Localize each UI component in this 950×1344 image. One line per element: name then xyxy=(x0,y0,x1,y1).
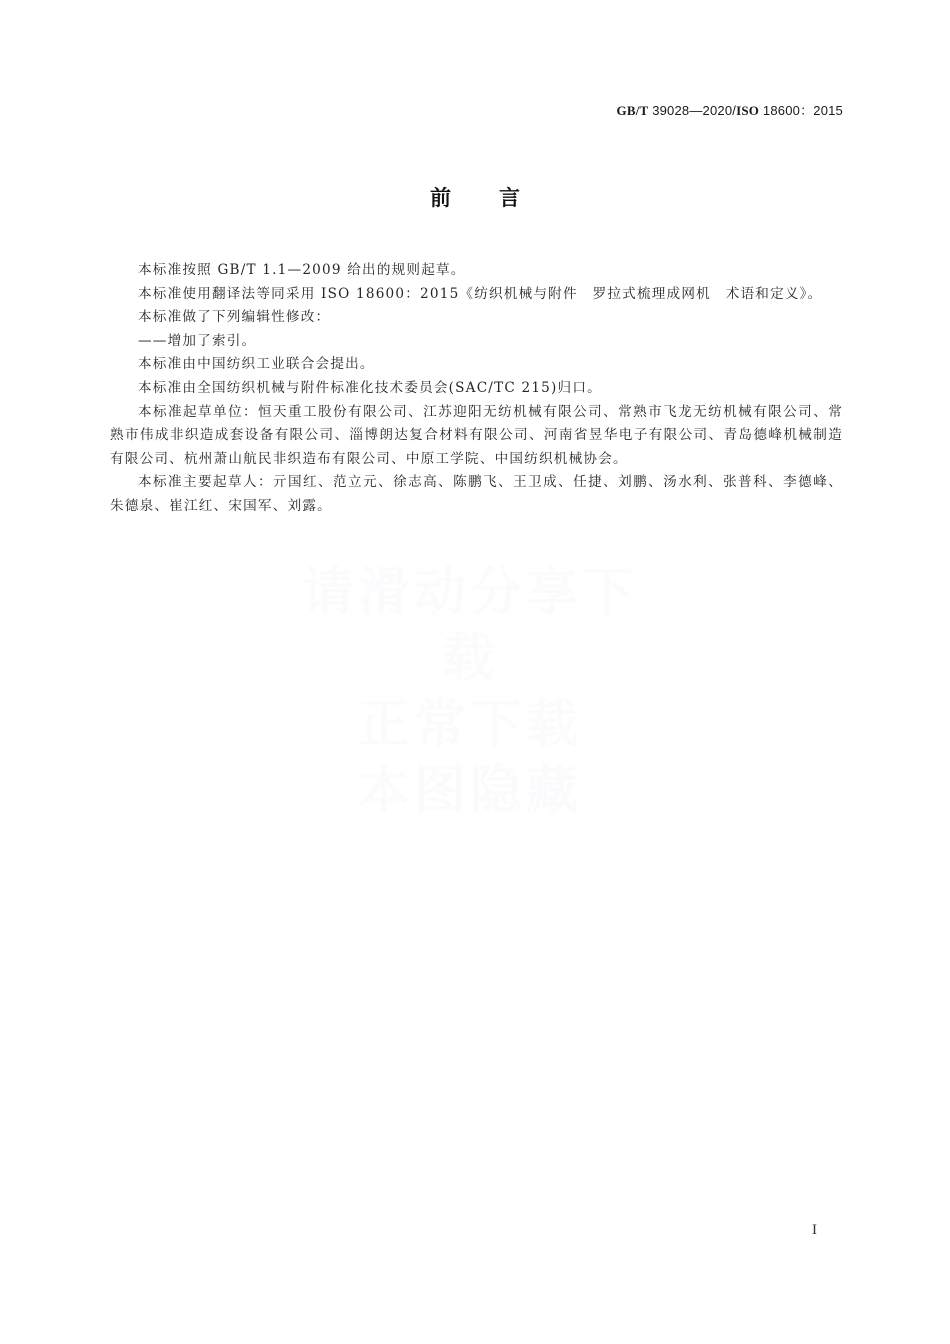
paragraph-adoption: 本标准使用翻译法等同采用 ISO 18600：2015《纺织机械与附件 罗拉式梳理成网机 术语和定义》。 xyxy=(138,285,823,302)
faint-watermark xyxy=(285,560,655,824)
paragraph-index-added: ——增加了索引。 xyxy=(138,332,257,349)
watermark-line-1: 请滑动分享下载 xyxy=(301,563,638,689)
iso-number: 18600：2015 xyxy=(759,103,843,118)
paragraph-proposed-by: 本标准由中国纺织工业联合会提出。 xyxy=(138,356,375,373)
iso-prefix: ISO xyxy=(736,103,760,118)
page-title: 前言 xyxy=(430,186,568,210)
paragraph-drafting-rules: 本标准按照 GB/T 1.1—2009 给出的规则起草。 xyxy=(138,262,466,278)
paragraph-main-drafters: 本标准主要起草人：亓国红、范立元、徐志高、陈鹏飞、王卫成、任捷、刘鹏、汤水利、张普科、李德峰、朱德泉、崔江红、宋国军、刘露。 xyxy=(110,474,843,514)
standard-code-header xyxy=(617,100,843,119)
watermark-line-3: 本图隐藏 xyxy=(357,761,582,821)
foreword-body xyxy=(110,259,843,519)
paragraph-centralized-by: 本标准由全国纺织机械与附件标准化技术委员会(SAC/TC 215)归口。 xyxy=(138,379,602,396)
paragraph-editorial-changes: 本标准做了下列编辑性修改： xyxy=(138,309,331,326)
page-number: I xyxy=(812,1222,817,1238)
standard-prefix: GB/T xyxy=(616,103,649,118)
standard-number: 39028—2020/ xyxy=(648,103,737,118)
watermark-line-2: 正常下载 xyxy=(357,695,582,755)
paragraph-drafting-units: 本标准起草单位：恒天重工股份有限公司、江苏迎阳无纺机械有限公司、常熟市飞龙无纺机械有限公司、常熟市伟成非织造成套设备有限公司、淄博朗达复合材料有限公司、河南省昱华电子有限公司、青岛德峰机械制造有限公司、杭州萧山航民非织造布有限公司、中原工学院、中国纺织机械协会。 xyxy=(110,403,843,467)
